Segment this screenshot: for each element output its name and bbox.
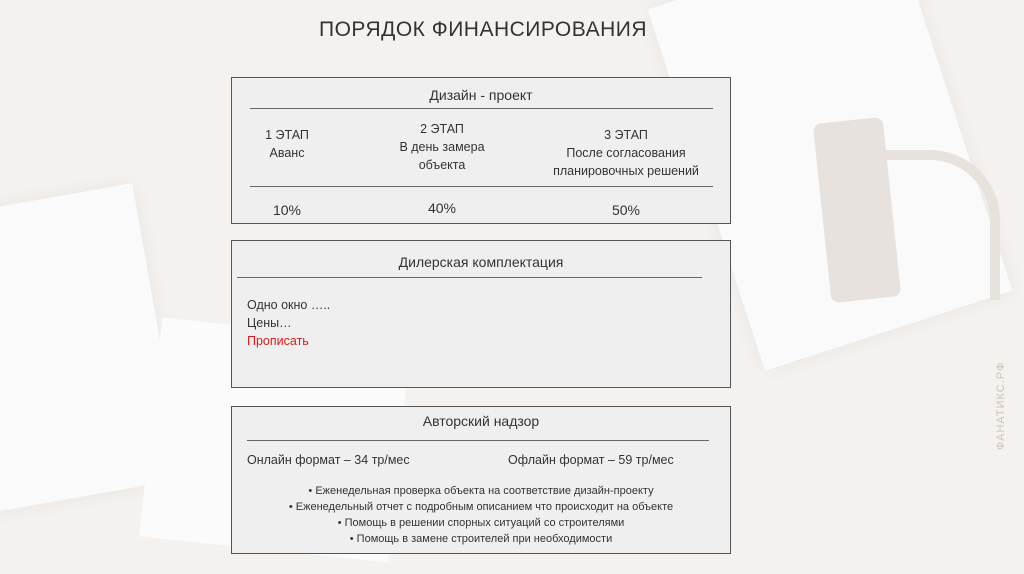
list-item: • Помощь в решении спорных ситуаций со строителями — [232, 515, 730, 531]
stage-2-desc: В день замера — [399, 140, 485, 154]
stage-3 — [532, 126, 720, 180]
stage-2-desc: объекта — [418, 158, 466, 172]
dealer-card — [231, 240, 731, 388]
supervision-bullets — [232, 483, 730, 547]
divider — [237, 277, 702, 278]
supervision-card — [231, 406, 731, 554]
list-item: • Еженедельная проверка объекта на соответствие дизайн-проекту — [232, 483, 730, 499]
dealer-title: Дилерская комплектация — [398, 254, 564, 270]
stage-1-percent: 10% — [272, 202, 302, 218]
divider — [250, 108, 713, 109]
stage-2 — [372, 120, 512, 174]
stage-1-desc: Аванс — [269, 146, 305, 160]
dealer-lines — [247, 296, 330, 350]
list-item: • Помощь в замене строителей при необходимости — [232, 531, 730, 547]
offline-format: Офлайн формат – 59 тр/мес — [508, 453, 674, 467]
design-project-card — [231, 77, 731, 224]
stage-2-label: 2 ЭТАП — [420, 122, 464, 136]
watermark: ФАНАТИКС.РФ — [995, 361, 1007, 450]
design-project-title: Дизайн - проект — [429, 87, 533, 103]
stage-3-label: 3 ЭТАП — [604, 128, 648, 142]
stage-2-percent: 40% — [427, 200, 457, 216]
list-item: • Еженедельный отчет с подробным описанием что происходит на объекте — [232, 499, 730, 515]
stage-1 — [234, 126, 340, 162]
supervision-title: Авторский надзор — [422, 413, 540, 429]
page-title: ПОРЯДОК ФИНАНСИРОВАНИЯ — [318, 18, 648, 41]
dealer-line: Одно окно ….. — [247, 298, 331, 312]
stage-3-desc: После согласования — [566, 146, 686, 160]
stage-3-desc: планировочных решений — [553, 164, 699, 178]
divider — [247, 440, 709, 441]
dealer-line-todo: Прописать — [247, 334, 309, 348]
stage-1-label: 1 ЭТАП — [265, 128, 309, 142]
supervision-formats — [247, 453, 717, 467]
stage-3-percent: 50% — [611, 202, 641, 218]
online-format: Онлайн формат – 34 тр/мес — [247, 453, 410, 467]
background-cable — [880, 150, 1000, 300]
dealer-line: Цены… — [247, 316, 292, 330]
divider — [250, 186, 713, 187]
